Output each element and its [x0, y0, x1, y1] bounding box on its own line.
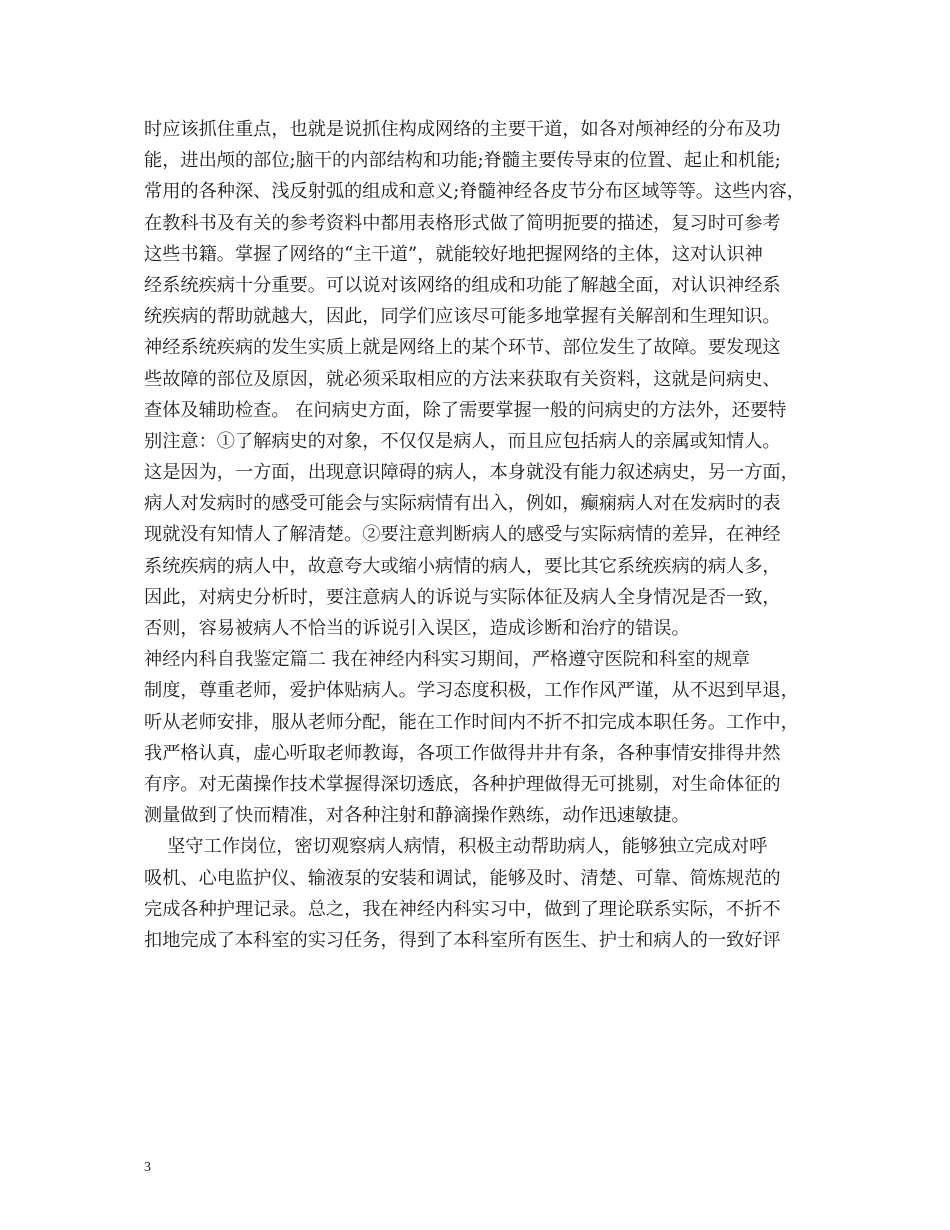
text-line: 扣地完成了本科室的实习任务，得到了本科室所有医生、护士和病人的一致好评	[144, 929, 781, 951]
text-line: 这是因为，一方面，出现意识障碍的病人，本身就没有能力叙述病史，另一方面，	[144, 462, 799, 484]
text-line: 经系统疾病十分重要。可以说对该网络的组成和功能了解越全面，对认识神经系	[144, 274, 781, 296]
page-number: 3	[144, 1160, 151, 1175]
text-line: 别注意：①了解病史的对象，不仅仅是病人，而且应包括病人的亲属或知情人。	[144, 430, 781, 452]
text-line: 有序。对无菌操作技术掌握得深切透底，各种护理做得无可挑剔，对生命体征的	[144, 773, 781, 795]
text-line: 测量做到了快而精准，对各种注射和静滴操作熟练，动作迅速敏捷。	[144, 805, 690, 827]
text-line: 在教科书及有关的参考资料中都用表格形式做了简明扼要的描述，复习时可参考	[144, 212, 781, 234]
text-line: 常用的各种深、浅反射弧的组成和意义;脊髓神经各皮节分布区域等等。这些内容，	[144, 181, 805, 203]
section-heading-line: 神经内科自我鉴定篇二 我在神经内科实习期间，严格遵守医院和科室的规章	[144, 649, 750, 671]
body-text	[144, 114, 834, 956]
text-line: 现就没有知情人了解清楚。②要注意判断病人的感受与实际病情的差异，在神经	[144, 524, 781, 546]
text-line: 病人对发病时的感受可能会与实际病情有出入，例如，癫痫病人对在发病时的表	[144, 493, 781, 515]
text-line: 完成各种护理记录。总之，我在神经内科实习中，做到了理论联系实际，不折不	[144, 898, 781, 920]
text-line: 查体及辅助检查。 在问病史方面，除了需要掌握一般的问病史的方法外，还要特	[144, 399, 787, 421]
text-line: 因此，对病史分析时，要注意病人的诉说与实际体征及病人全身情况是否一致，	[144, 586, 781, 608]
text-line: 这些书籍。掌握了网络的“主干道”，就能较好地把握网络的主体，这对认识神	[144, 243, 763, 265]
text-line: 系统疾病的病人中，故意夸大或缩小病情的病人，要比其它系统疾病的病人多，	[144, 555, 781, 577]
text-line: 否则，容易被病人不恰当的诉说引入误区，造成诊断和治疗的错误。	[144, 618, 690, 639]
text-line: 听从老师安排，服从老师分配，能在工作时间内不折不扣完成本职任务。工作中，	[144, 711, 799, 733]
text-line: 能，进出颅的部位;脑干的内部结构和功能;脊髓主要传导束的位置、起止和机能;	[144, 150, 781, 172]
text-line: 我严格认真，虚心听取老师教诲，各项工作做得井井有条，各种事情安排得井然	[144, 742, 781, 764]
text-line: 统疾病的帮助就越大，因此，同学们应该尽可能多地掌握有关解剖和生理知识。	[144, 306, 781, 328]
paragraph-start-line: 坚守工作岗位，密切观察病人病情，积极主动帮助病人，能够独立完成对呼	[144, 836, 768, 858]
text-line: 吸机、心电监护仪、输液泵的安装和调试，能够及时、清楚、可靠、简炼规范的	[144, 867, 781, 889]
text-line: 神经系统疾病的发生实质上就是网络上的某个环节、部位发生了故障。要发现这	[144, 337, 781, 359]
text-line: 制度，尊重老师，爱护体贴病人。学习态度积极，工作作风严谨，从不迟到早退，	[144, 680, 799, 702]
text-line: 些故障的部位及原因，就必须采取相应的方法来获取有关资料，这就是问病史、	[144, 368, 781, 390]
text-line: 时应该抓住重点，也就是说抓住构成网络的主要干道，如各对颅神经的分布及功	[144, 119, 781, 140]
